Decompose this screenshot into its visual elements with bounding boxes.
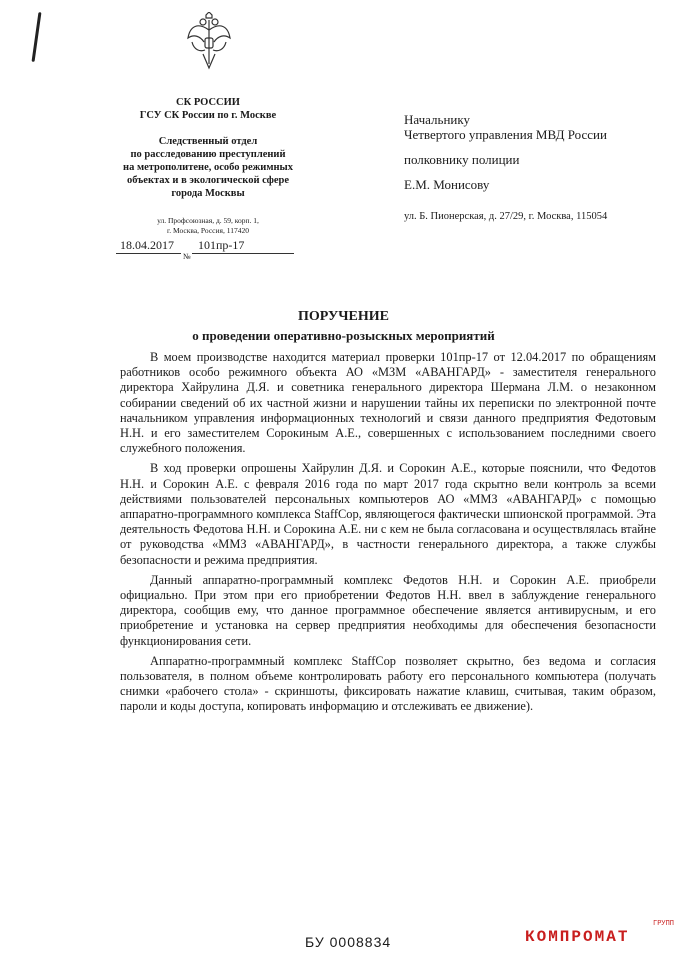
recipient-block — [404, 112, 674, 192]
registration-line — [116, 236, 296, 261]
watermark-group: ГРУПП — [653, 920, 675, 928]
body-paragraph: В ход проверки опрошены Хайрулин Д.Я. и Сорокин А.Е., которые пояснили, что Федотов Н.Н. и Сорокин А.Е. с февраля 2016 года по март 2017 года скрытно вели контроль за всеми действиями пользователей персональных компьютеров АО «ММЗ «АВАНГАРД» с помощью аппаратно-программного комплекса StaffCop, являющегося фактически шпионской программой. Эта деятельность Федотова Н.Н. и Сорокина А.Е. ни с кем не была согласована и осуществлялась втайне от руководства «ММЗ «АВАНГАРД», в частности генерального директора, а также службы безопасности и режима предприятия. — [120, 461, 656, 567]
recipient-title: Начальнику — [404, 112, 471, 127]
recipient-department: Четвертого управления МВД России — [404, 127, 607, 142]
org-header — [100, 96, 316, 122]
pen-mark — [32, 12, 42, 62]
dept-line: на метрополитене, особо режимных — [123, 162, 293, 173]
double-headed-eagle-icon — [184, 12, 234, 72]
sender-address — [100, 216, 316, 235]
address-line: г. Москва, Россия, 117420 — [167, 225, 249, 235]
registration-date: 18.04.2017 — [120, 238, 174, 252]
watermark-brand: КОМПРОМАТ — [525, 928, 630, 946]
dept-line: города Москвы — [171, 188, 245, 199]
number-underline — [192, 253, 294, 254]
registration-number: 101пр-17 — [198, 238, 245, 252]
number-sign: № — [183, 252, 191, 261]
document-body — [120, 350, 656, 720]
date-underline — [116, 253, 181, 254]
address-line: ул. Профсоюзная, д. 59, корп. 1, — [157, 216, 259, 225]
form-serial-number: БУ 0008834 — [305, 934, 392, 950]
org-subname: ГСУ СК России по г. Москве — [139, 110, 277, 121]
document-subtitle: о проведении оперативно-розыскных мероприятий — [192, 328, 495, 343]
department-block — [100, 135, 316, 200]
watermark — [525, 920, 675, 946]
dept-line: объектах и в экологической сфере — [126, 175, 290, 186]
recipient-name: Е.М. Монисову — [404, 177, 490, 192]
body-paragraph: В моем производстве находится материал проверки 101пр-17 от 12.04.2017 по обращениям работников особо режимного объекта АО «МЗМ «АВАНГАРД» - заместителя генерального директора Хайрулина Д.Я. и советника генерального директора Шермана Л.М. о незаконном собирании сведений об их частной жизни и нарушении тайны их переписки по электронной почте начальником управления информационных технологий и связи данного предприятия Федотовым Н.Н. и его заместителем Сорокиным А.Е., совершенных с использованием последними своего служебного положения. — [120, 350, 656, 456]
recipient-address: ул. Б. Пионерская, д. 27/29, г. Москва, 115054 — [404, 211, 608, 222]
body-paragraph: Аппаратно-программный комплекс StaffCop позволяет скрытно, без ведома и согласия пользователя, в полном объеме контролировать работу его персонального компьютера (получать снимки «рабочего стола» - скриншоты, фиксировать нажатие клавиш, считывая, таким образом, пароли и коды доступа, копировать информацию и отслеживать ее движение). — [120, 653, 656, 714]
org-name: СК РОССИИ — [176, 97, 240, 108]
dept-line: по расследованию преступлений — [130, 149, 286, 160]
body-paragraph: Данный аппаратно-программный комплекс Федотов Н.Н. и Сорокин А.Е. приобрели официально. При этом при его приобретении Федотов Н.Н. ввел в заблуждение генерального директора, сообщив ему, что данное программное обеспечение является антивирусным, и его приобретение и установка на сервер предприятия необходимы для обеспечения безопасности функционирования сети. — [120, 572, 656, 648]
document-title: ПОРУЧЕНИЕ — [298, 309, 389, 324]
dept-line: Следственный отдел — [158, 136, 258, 147]
recipient-rank: полковнику полиции — [404, 152, 520, 167]
